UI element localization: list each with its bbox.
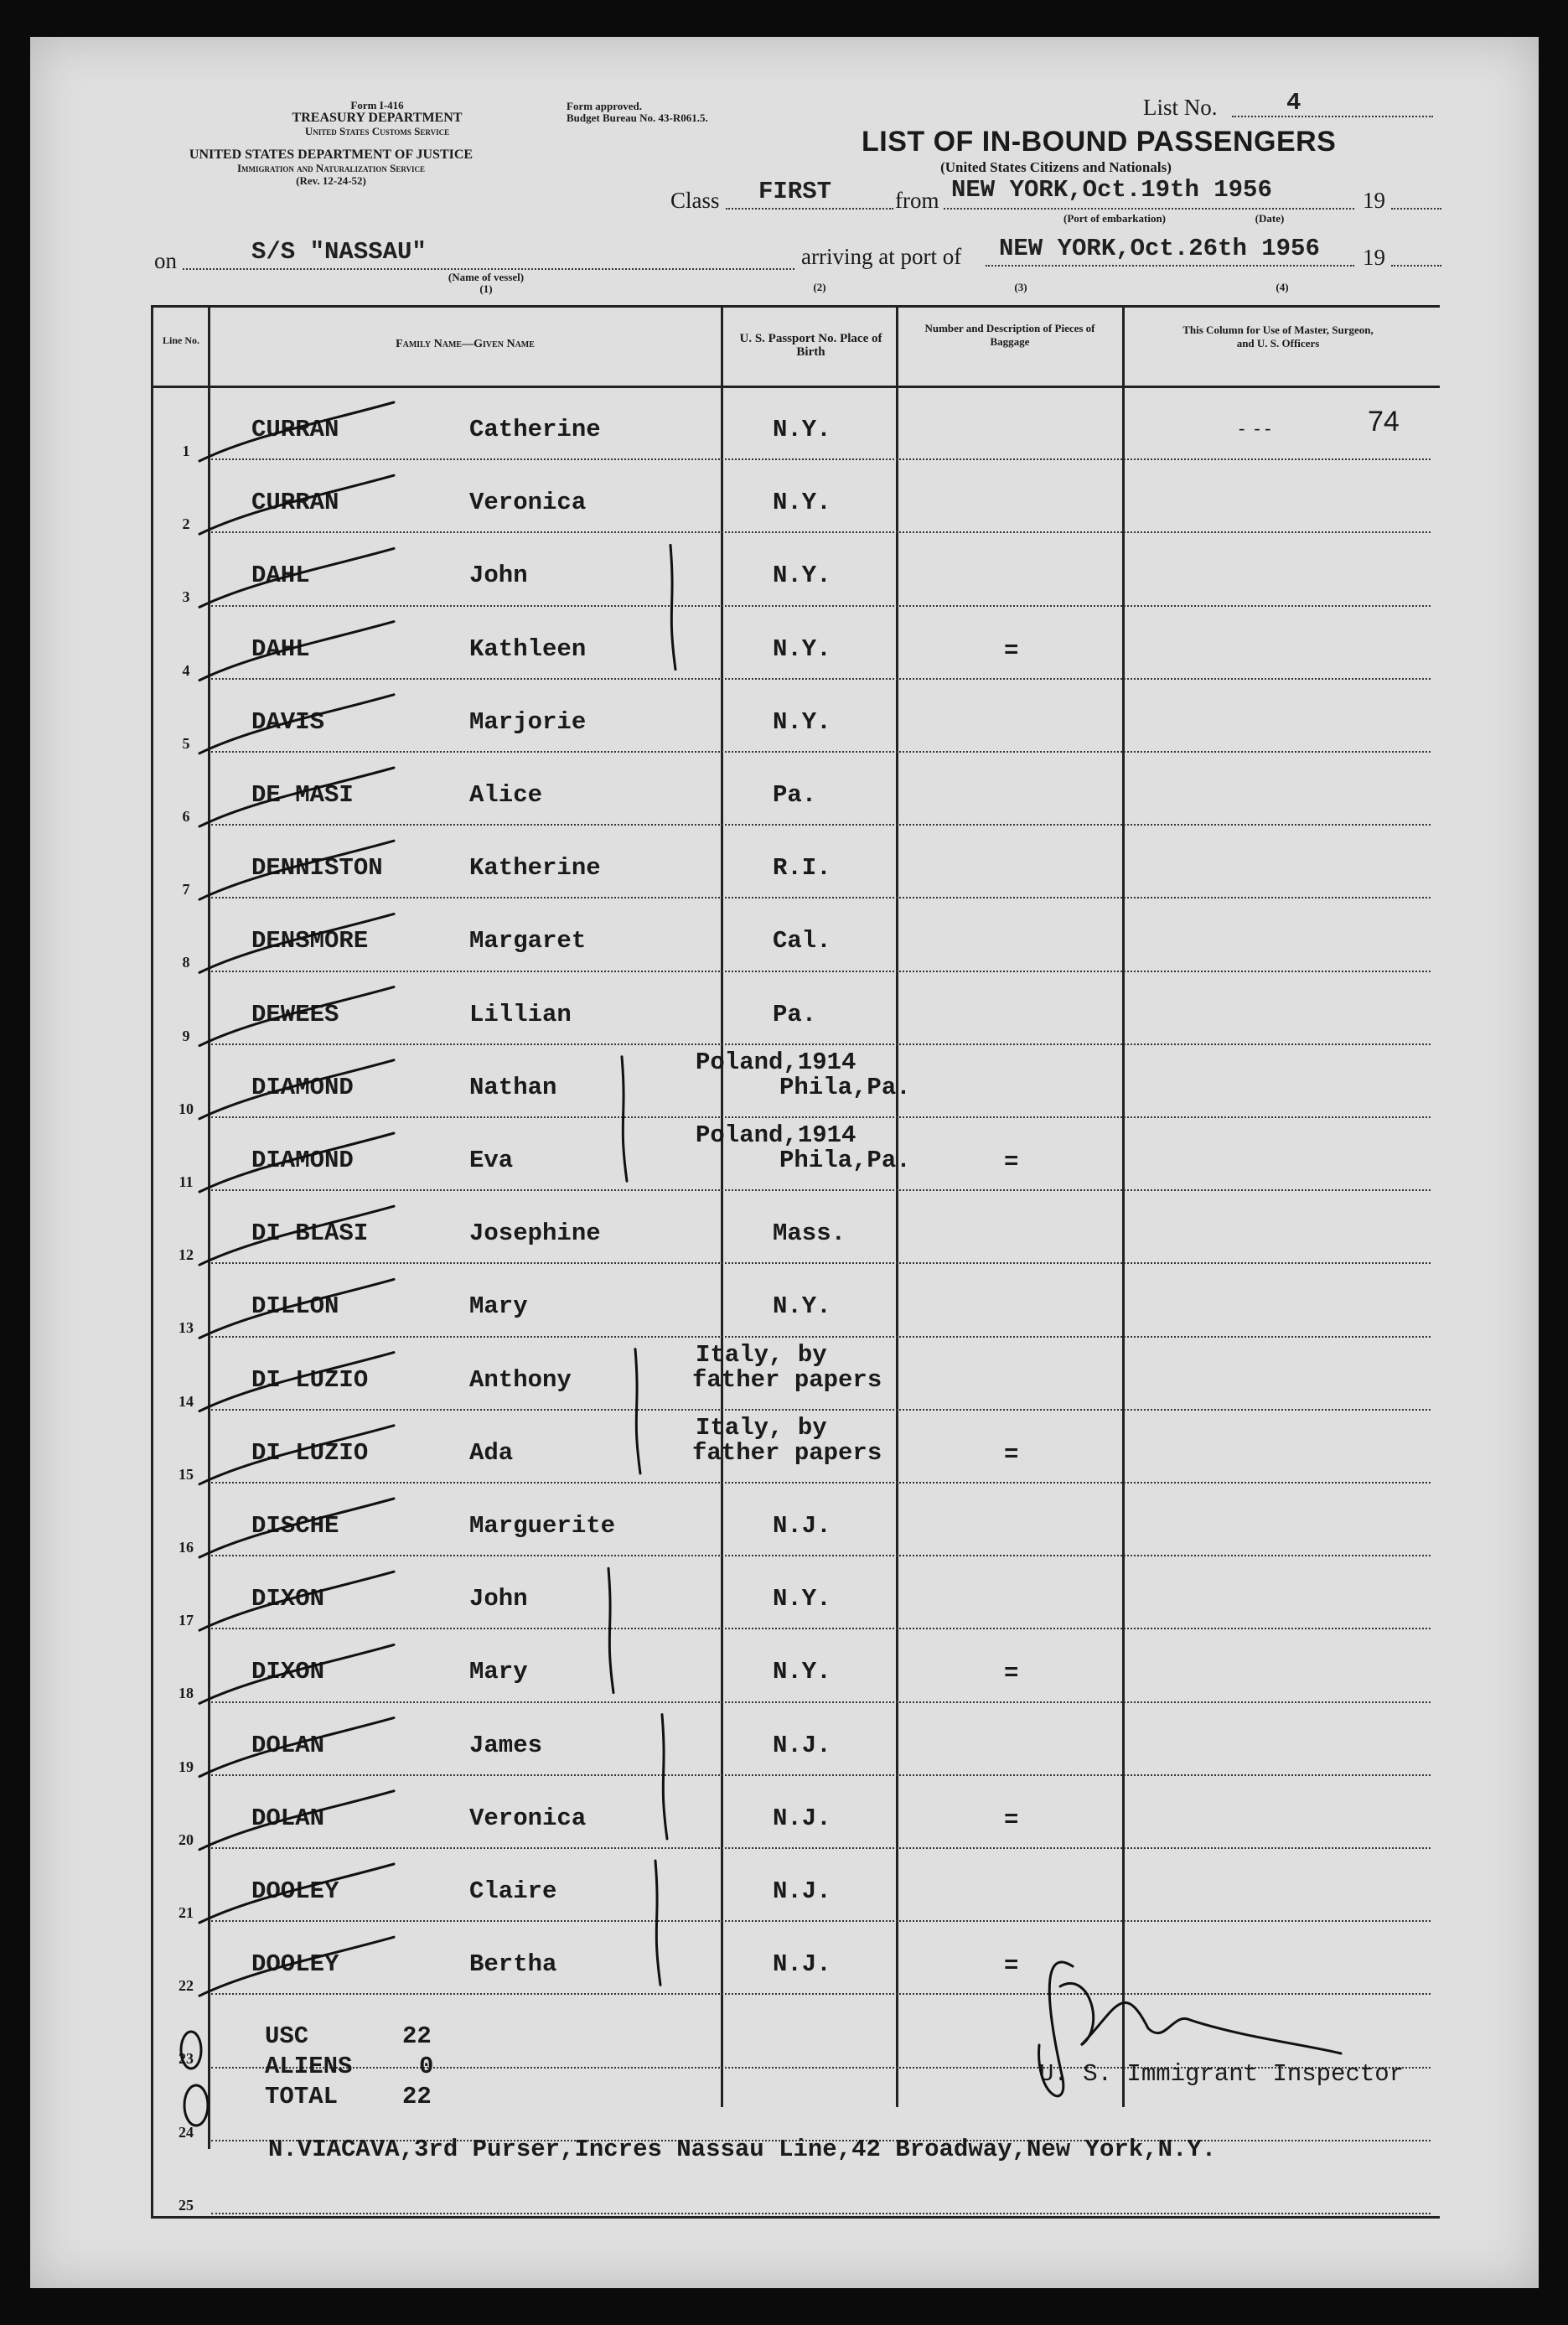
baggage-ditto-mark: = [1004,1805,1019,1834]
place-of-birth: Poland,1914 [696,1048,856,1076]
family-bracket [608,1568,613,1692]
line-number: 20 [179,1830,194,1848]
line-number: 14 [179,1392,194,1410]
given-name: Mary [469,1292,528,1321]
budget-bureau: Budget Bureau No. 43-R061.5. [567,111,708,124]
family-name: DAHL [251,634,310,663]
check-mark [199,768,394,826]
check-mark [199,1353,394,1411]
family-name: DEWEES [251,1000,339,1028]
given-name: Veronica [469,489,587,517]
form-revision: (Rev. 12-24-52) [296,174,366,187]
list-number: 4 [1286,89,1301,117]
check-mark [199,987,394,1046]
arrival-value: NEW YORK,Oct.26th 1956 [999,235,1320,262]
check-mark [199,1060,394,1119]
embarkation-value: NEW YORK,Oct.19th 1956 [951,176,1272,204]
given-name: John [469,562,528,590]
treasury-department: TREASURY DEPARTMENT [292,111,463,125]
family-name: DENNISTON [251,854,383,883]
column-number-3: (3) [1014,281,1027,293]
place-of-birth-line-2: father papers [692,1438,882,1467]
given-name: Kathleen [469,634,587,663]
total-value-aliens: 0 [419,2053,434,2080]
family-name: CURRAN [251,416,339,443]
given-name: Ada [469,1438,514,1467]
family-name: DAVIS [251,707,325,736]
family-name: DOLAN [251,1804,325,1832]
class-label: Class [670,188,720,213]
place-of-birth: N.Y. [773,1585,831,1613]
check-mark [199,1206,394,1265]
family-name: DIAMOND [251,1147,354,1174]
baggage-ditto-mark: = [1004,1952,1019,1981]
form-approved: Form approved. [567,100,643,112]
baggage-ditto-mark: = [1004,636,1019,665]
given-name: Mary [469,1658,528,1686]
place-of-birth: N.Y. [773,1292,831,1321]
line-number: 16 [179,1539,194,1556]
port-embarkation-caption: (Port of embarkation) [1063,212,1167,225]
place-of-birth: Italy, by [696,1340,827,1369]
place-of-birth: Mass. [773,1219,846,1248]
column-header-baggage: Number and Description of Pieces of Baggage [924,322,1095,348]
place-of-birth-line-2: father papers [692,1365,882,1394]
column-number-2: (2) [813,281,826,293]
check-mark [199,695,394,753]
line-number: 10 [179,1100,194,1117]
year-prefix-2: 19 [1363,245,1385,270]
total-label-total: TOTAL [265,2083,339,2110]
purser-line: N.VIACAVA,3rd Purser,Incres Nassau Line,42 Broadway,New York,N.Y. [268,2136,1217,2163]
line-number: 2 [182,515,190,533]
list-number-label: List No. [1143,95,1218,120]
place-of-birth: N.J. [773,1877,831,1905]
form-title: LIST OF IN-BOUND PASSENGERS [862,126,1337,158]
given-name: Eva [469,1147,514,1174]
column-number-4: (4) [1276,281,1289,293]
family-bracket [622,1057,627,1181]
check-mark [199,841,394,899]
line-number: 23 [179,2050,194,2068]
column-header-officers: This Column for Use of Master, Surgeon, and U. S. Officers [1182,324,1374,350]
check-mark [199,402,394,461]
total-value-usc: 22 [402,2022,432,2050]
family-name: DIAMOND [251,1073,354,1101]
given-name: Katherine [469,854,601,883]
family-name: CURRAN [251,489,339,517]
line-number: 24 [179,2123,194,2141]
family-name: DILLON [251,1292,339,1321]
check-mark [199,1791,394,1850]
family-name: DISCHE [251,1512,339,1540]
class-value: FIRST [758,178,832,205]
place-of-birth: N.Y. [773,1658,831,1686]
line-number: 9 [182,1027,190,1044]
given-name: Marjorie [469,707,587,736]
year-prefix-1: 19 [1363,188,1385,213]
line-number: 18 [179,1685,194,1702]
place-of-birth: N.J. [773,1512,831,1540]
family-name: DOOLEY [251,1877,339,1905]
place-of-birth: Poland,1914 [696,1121,856,1149]
check-mark [199,622,394,681]
inspector-label: U. S. Immigrant Inspector [1039,2060,1405,2088]
place-of-birth: N.J. [773,1950,831,1979]
place-of-birth: N.Y. [773,562,831,590]
line-number: 17 [179,1612,194,1629]
inspector-signature [1039,1962,1341,2096]
given-name: John [469,1585,528,1613]
line-number: 12 [179,1246,194,1264]
place-of-birth: N.J. [773,1731,831,1759]
given-name: Alice [469,781,543,809]
family-name: DENSMORE [251,927,369,955]
arriving-label: arriving at port of [801,244,962,269]
form-number: Form I-416 [350,99,404,111]
given-name: Margaret [469,927,587,955]
family-name: DIXON [251,1585,325,1613]
given-name: Lillian [469,1000,572,1028]
line-number: 8 [182,954,190,971]
check-mark [199,475,394,534]
line-number: 22 [179,1977,194,1995]
line-number: 1 [182,443,190,459]
given-name: Josephine [469,1219,601,1248]
given-name: Veronica [469,1804,587,1832]
baggage-ditto-mark: = [1004,1440,1019,1468]
check-mark [199,1133,394,1192]
given-name: Marguerite [469,1512,616,1540]
from-label: from [895,188,939,213]
column-header-name: Family Name—Given Name [396,338,535,350]
officer-column-marks: - - - [1239,417,1271,438]
check-mark [199,1499,394,1557]
vessel-caption-number: (1) [479,282,493,295]
family-name: DOLAN [251,1731,325,1759]
place-of-birth: N.Y. [773,707,831,736]
check-mark [199,1572,394,1630]
line-number: 19 [179,1758,194,1775]
vessel-name: S/S "NASSAU" [251,238,427,266]
family-name: DI LUZIO [251,1438,369,1467]
column-header-line-no: Line No. [162,334,199,346]
place-of-birth: Pa. [773,1000,817,1028]
on-label: on [154,248,177,273]
check-mark [199,1279,394,1338]
check-mark [199,1718,394,1777]
given-name: Nathan [469,1073,557,1101]
total-label-aliens: ALIENS [265,2053,353,2080]
place-of-birth: N.J. [773,1804,831,1832]
line-number: 5 [182,734,190,752]
given-name: Catherine [469,416,601,443]
line-number: 3 [182,588,190,606]
line-number: 13 [179,1319,194,1337]
family-name: DI LUZIO [251,1365,369,1394]
officer-note: 74 [1368,406,1400,438]
check-mark [199,1644,394,1703]
check-mark [199,914,394,972]
line-number: 21 [179,1904,194,1921]
family-bracket [635,1349,640,1473]
baggage-ditto-mark: = [1004,1660,1019,1688]
family-name: DI BLASI [251,1219,369,1248]
line-number: 15 [179,1465,194,1483]
date-caption: (Date) [1255,212,1285,225]
place-of-birth: R.I. [773,854,831,883]
place-of-birth-line-2: Phila,Pa. [779,1073,911,1101]
check-mark [199,548,394,607]
baggage-ditto-mark: = [1004,1148,1019,1176]
total-label-usc: USC [265,2022,309,2050]
line-number: 25 [179,2196,194,2214]
family-name: DIXON [251,1658,325,1686]
family-bracket [655,1861,660,1985]
given-name: Bertha [469,1950,557,1979]
place-of-birth: Italy, by [696,1413,827,1442]
place-of-birth: Cal. [773,927,831,955]
check-mark [199,1864,394,1923]
family-bracket [670,545,675,669]
place-of-birth: N.Y. [773,489,831,517]
place-of-birth: N.Y. [773,416,831,443]
line-number: 11 [179,1173,194,1190]
family-name: DAHL [251,562,310,590]
department-of-justice: UNITED STATES DEPARTMENT OF JUSTICE [189,148,474,162]
given-name: James [469,1731,543,1759]
margin-circle-2 [184,2085,208,2126]
check-mark [199,1937,394,1996]
total-value-total: 22 [402,2083,432,2110]
vessel-caption: (Name of vessel) [448,271,525,283]
customs-service: United States Customs Service [304,125,450,137]
margin-circle-1 [181,2032,201,2069]
line-number: 4 [182,661,190,679]
family-name: DOOLEY [251,1950,339,1979]
check-mark [199,1426,394,1484]
place-of-birth: N.Y. [773,634,831,663]
line-number: 7 [182,881,190,898]
family-name: DE MASI [251,781,354,809]
line-number: 6 [182,808,190,825]
given-name: Anthony [469,1365,572,1394]
column-header-passport: U. S. Passport No. Place of Birth [739,332,882,359]
family-bracket [662,1715,667,1839]
place-of-birth-line-2: Phila,Pa. [779,1147,911,1174]
form-subtitle: (United States Citizens and Nationals) [940,159,1172,175]
place-of-birth: Pa. [773,781,817,809]
given-name: Claire [469,1877,557,1905]
ins-service: Immigration and Naturalization Service [236,162,426,174]
